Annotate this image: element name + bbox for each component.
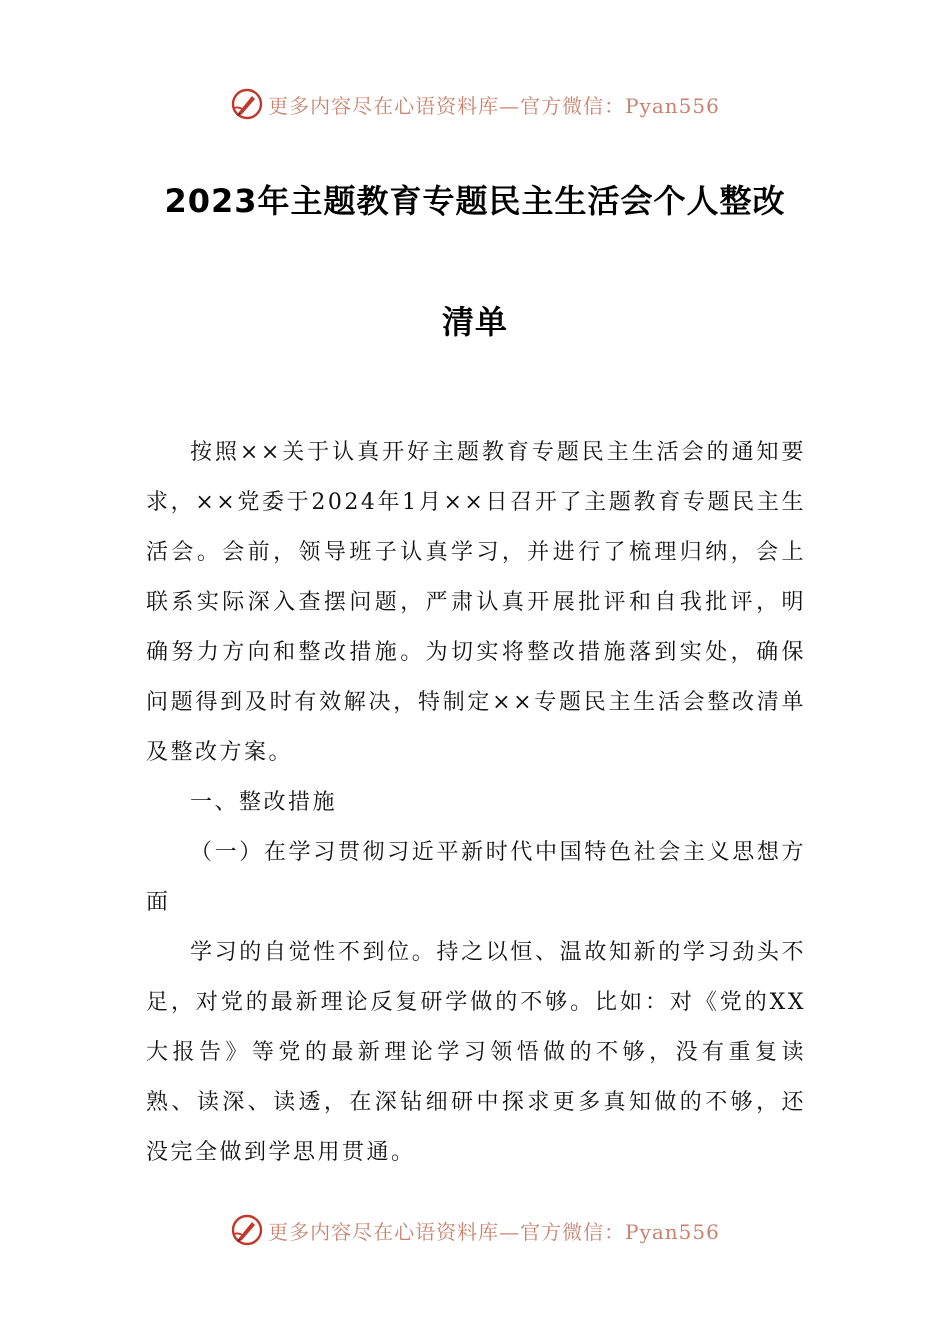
section-heading: 一、整改措施 (190, 790, 338, 815)
body-paragraph: 学习的自觉性不到位。持之以恒、温故知新的学习劲头不足，对党的最新理论反复研学做的不够。比如：对《党的XX大报告》等党的最新理论学习领悟做的不够，没有重复读熟、读深、读透，在深钻细研中探求更多真知做的不够，还没完全做到学思用贯通。 (146, 940, 806, 1165)
watermark-footer (0, 1210, 950, 1250)
watermark-text: 更多内容尽在心语资料库—官方微信：Pyan556 (268, 93, 720, 118)
watermark-header (0, 84, 950, 124)
pen-logo-icon (230, 1213, 264, 1247)
pen-logo-icon (230, 87, 264, 121)
page-title-line-2: 清单 (441, 303, 508, 341)
watermark-text: 更多内容尽在心语资料库—官方微信：Pyan556 (268, 1219, 720, 1244)
intro-paragraph: 按照××关于认真开好主题教育专题民主生活会的通知要求，××党委于2024年1月××日召开了主题教育专题民主生活会。会前，领导班子认真学习，并进行了梳理归纳，会上联系实际深入查摆问题，严肃认真开展批评和自我批评，明确努力方向和整改措施。为切实将整改措施落到实处，确保问题得到及时有效解决，特制定××专题民主生活会整改清单及整改方案。 (146, 440, 806, 765)
page-title-line-1: 2023年主题教育专题民主生活会个人整改 (164, 182, 786, 220)
document-body (146, 428, 806, 1178)
subsection-heading: （一）在学习贯彻习近平新时代中国特色社会主义思想方面 (146, 840, 806, 915)
